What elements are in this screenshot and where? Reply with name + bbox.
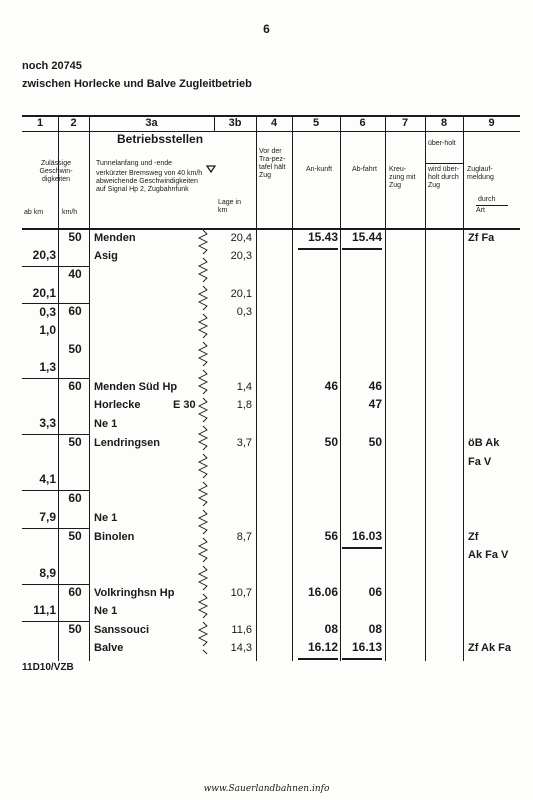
departure-time: 06 [368, 585, 382, 599]
speed-value: 60 [68, 491, 82, 505]
departure-time: 16.13 [351, 640, 382, 654]
station-name: Menden Süd Hp [94, 381, 178, 393]
km-value: 3,3 [39, 416, 56, 430]
header-kmh: km/h [62, 209, 78, 216]
report-remark: öB Ak [468, 437, 500, 449]
train-number-line: noch 20745 [22, 60, 82, 72]
header-abfahrt: Ab-fahrt [352, 166, 377, 173]
time-underline [342, 248, 382, 250]
arrival-time: 46 [324, 379, 338, 393]
km-value: 20,3 [32, 248, 56, 262]
km-value: 20,1 [32, 286, 56, 300]
station-name: Ne 1 [94, 605, 118, 617]
km-value: 11,1 [33, 603, 56, 617]
header-ankunft: An-kunft [306, 166, 333, 173]
col-line-2 [89, 116, 90, 661]
arrival-time: 50 [324, 435, 338, 449]
speed-value: 50 [68, 622, 82, 636]
arrival-time: 16.06 [307, 585, 338, 599]
col-number-2: 2 [70, 117, 77, 129]
header-lage: Lage in km [218, 199, 241, 214]
station-lage: 0,3 [236, 306, 252, 318]
station-name: Ne 1 [94, 512, 118, 524]
departure-time: 47 [368, 397, 382, 411]
station-lage: 8,7 [236, 531, 252, 543]
header-durch: durch [478, 196, 496, 203]
station-lage: 14,3 [230, 642, 252, 654]
station-name: Binolen [94, 531, 135, 543]
report-remark: Zf [468, 531, 479, 543]
header-ueberholt: über-holt [428, 140, 456, 147]
tunnel-squiggle-line [196, 228, 210, 658]
speed-value: 60 [68, 304, 82, 318]
arrival-time: 56 [324, 529, 338, 543]
durch-art-rule [476, 205, 508, 206]
speed-sign-e30: E 30 [173, 399, 196, 411]
station-lage: 11,6 [231, 624, 252, 636]
col-number-3a: 3a [145, 117, 158, 129]
report-remark: Zf Ak Fa [468, 642, 511, 654]
km-value: 8,9 [39, 566, 56, 580]
speed-value: 60 [68, 379, 82, 393]
header-col4: Vor der Tra-pez-tafel hält Zug [259, 148, 286, 179]
km-value: 7,9 [39, 510, 56, 524]
col-number-4: 4 [270, 117, 278, 129]
col-line-1 [58, 116, 59, 661]
station-name: Balve [94, 642, 124, 654]
col-line-4 [256, 116, 257, 661]
header-kreuzung: Kreu-zung mit Zug [389, 166, 416, 189]
station-name: Lendringsen [94, 437, 161, 449]
time-underline [298, 658, 338, 660]
col-number-1: 1 [36, 117, 44, 129]
station-name: Horlecke [94, 399, 141, 411]
page-number: 6 [263, 22, 270, 36]
departure-time: 50 [368, 435, 382, 449]
header-bremsweg-note: verkürzter Bremsweg von 40 km/h abweichende Geschwindigkeiten auf Signal Hp 2, Zugbahnfunk [96, 170, 203, 193]
col-line-7 [385, 116, 386, 661]
col-line-5 [292, 116, 293, 661]
col-number-6: 6 [359, 117, 366, 129]
station-lage: 1,8 [236, 399, 252, 411]
station-name: Asig [94, 250, 118, 262]
time-underline [342, 658, 382, 660]
header-bottom-rule [22, 228, 520, 230]
report-remark: Zf Fa [468, 232, 495, 244]
col-number-3b: 3b [228, 117, 242, 129]
speed-value: 50 [68, 342, 82, 356]
col-number-5: 5 [312, 117, 320, 129]
watermark[interactable]: www.Sauerlandbahnen.info [203, 784, 330, 794]
col-number-8: 8 [440, 117, 448, 129]
speed-value: 50 [68, 435, 82, 449]
speed-value: 50 [68, 230, 82, 244]
station-lage: 3,7 [236, 437, 252, 449]
arrival-time: 08 [324, 622, 338, 636]
speed-value: 60 [68, 585, 82, 599]
arrival-time: 16.12 [307, 640, 338, 654]
col-number-9: 9 [488, 117, 495, 129]
station-lage: 20,1 [230, 288, 252, 300]
km-value: 0,3 [39, 305, 56, 319]
header-wird-ueberholt: wird über-holt durch Zug [428, 166, 460, 189]
station-lage: 10,7 [230, 587, 252, 599]
km-value: 1,0 [39, 323, 56, 337]
departure-time: 16.03 [351, 529, 382, 543]
header-speed-label: Zulässige Geschwin-digkeiten [39, 160, 73, 183]
header-ab-km: ab km [24, 209, 44, 216]
footer-code: 11D10/VZB [22, 662, 74, 673]
report-remark: Fa V [468, 456, 492, 468]
arrival-time: 15.43 [307, 230, 338, 244]
time-underline [342, 547, 382, 549]
km-value: 4,1 [39, 472, 56, 486]
header-art: Art [476, 207, 485, 214]
col-line-9 [463, 116, 464, 661]
departure-time: 15.44 [351, 230, 382, 244]
speed-value: 50 [68, 529, 82, 543]
betriebsstellen-title: Betriebsstellen [117, 132, 204, 146]
speed-value: 40 [68, 267, 82, 281]
departure-time: 46 [368, 379, 382, 393]
station-name: Menden [94, 232, 136, 244]
report-remark: Ak Fa V [468, 549, 509, 561]
column-number-rule [22, 131, 520, 132]
col8-divider [425, 163, 463, 164]
col-line-8 [425, 116, 426, 661]
route-description: zwischen Horlecke und Balve Zugleitbetrieb [22, 78, 252, 90]
header-tunnel-note: Tunnelanfang und -ende [96, 160, 173, 167]
km-value: 1,3 [39, 360, 56, 374]
station-lage: 20,4 [230, 232, 252, 244]
station-lage: 20,3 [230, 250, 252, 262]
time-underline [298, 248, 338, 250]
header-zuglaufmeldung: Zuglauf-meldung [467, 166, 494, 181]
station-name: Sanssouci [94, 624, 150, 636]
station-lage: 1,4 [236, 381, 252, 393]
station-name: Ne 1 [94, 418, 118, 430]
station-name: Volkringhsn Hp [94, 587, 175, 599]
departure-time: 08 [368, 622, 382, 636]
col-number-7: 7 [401, 117, 409, 129]
